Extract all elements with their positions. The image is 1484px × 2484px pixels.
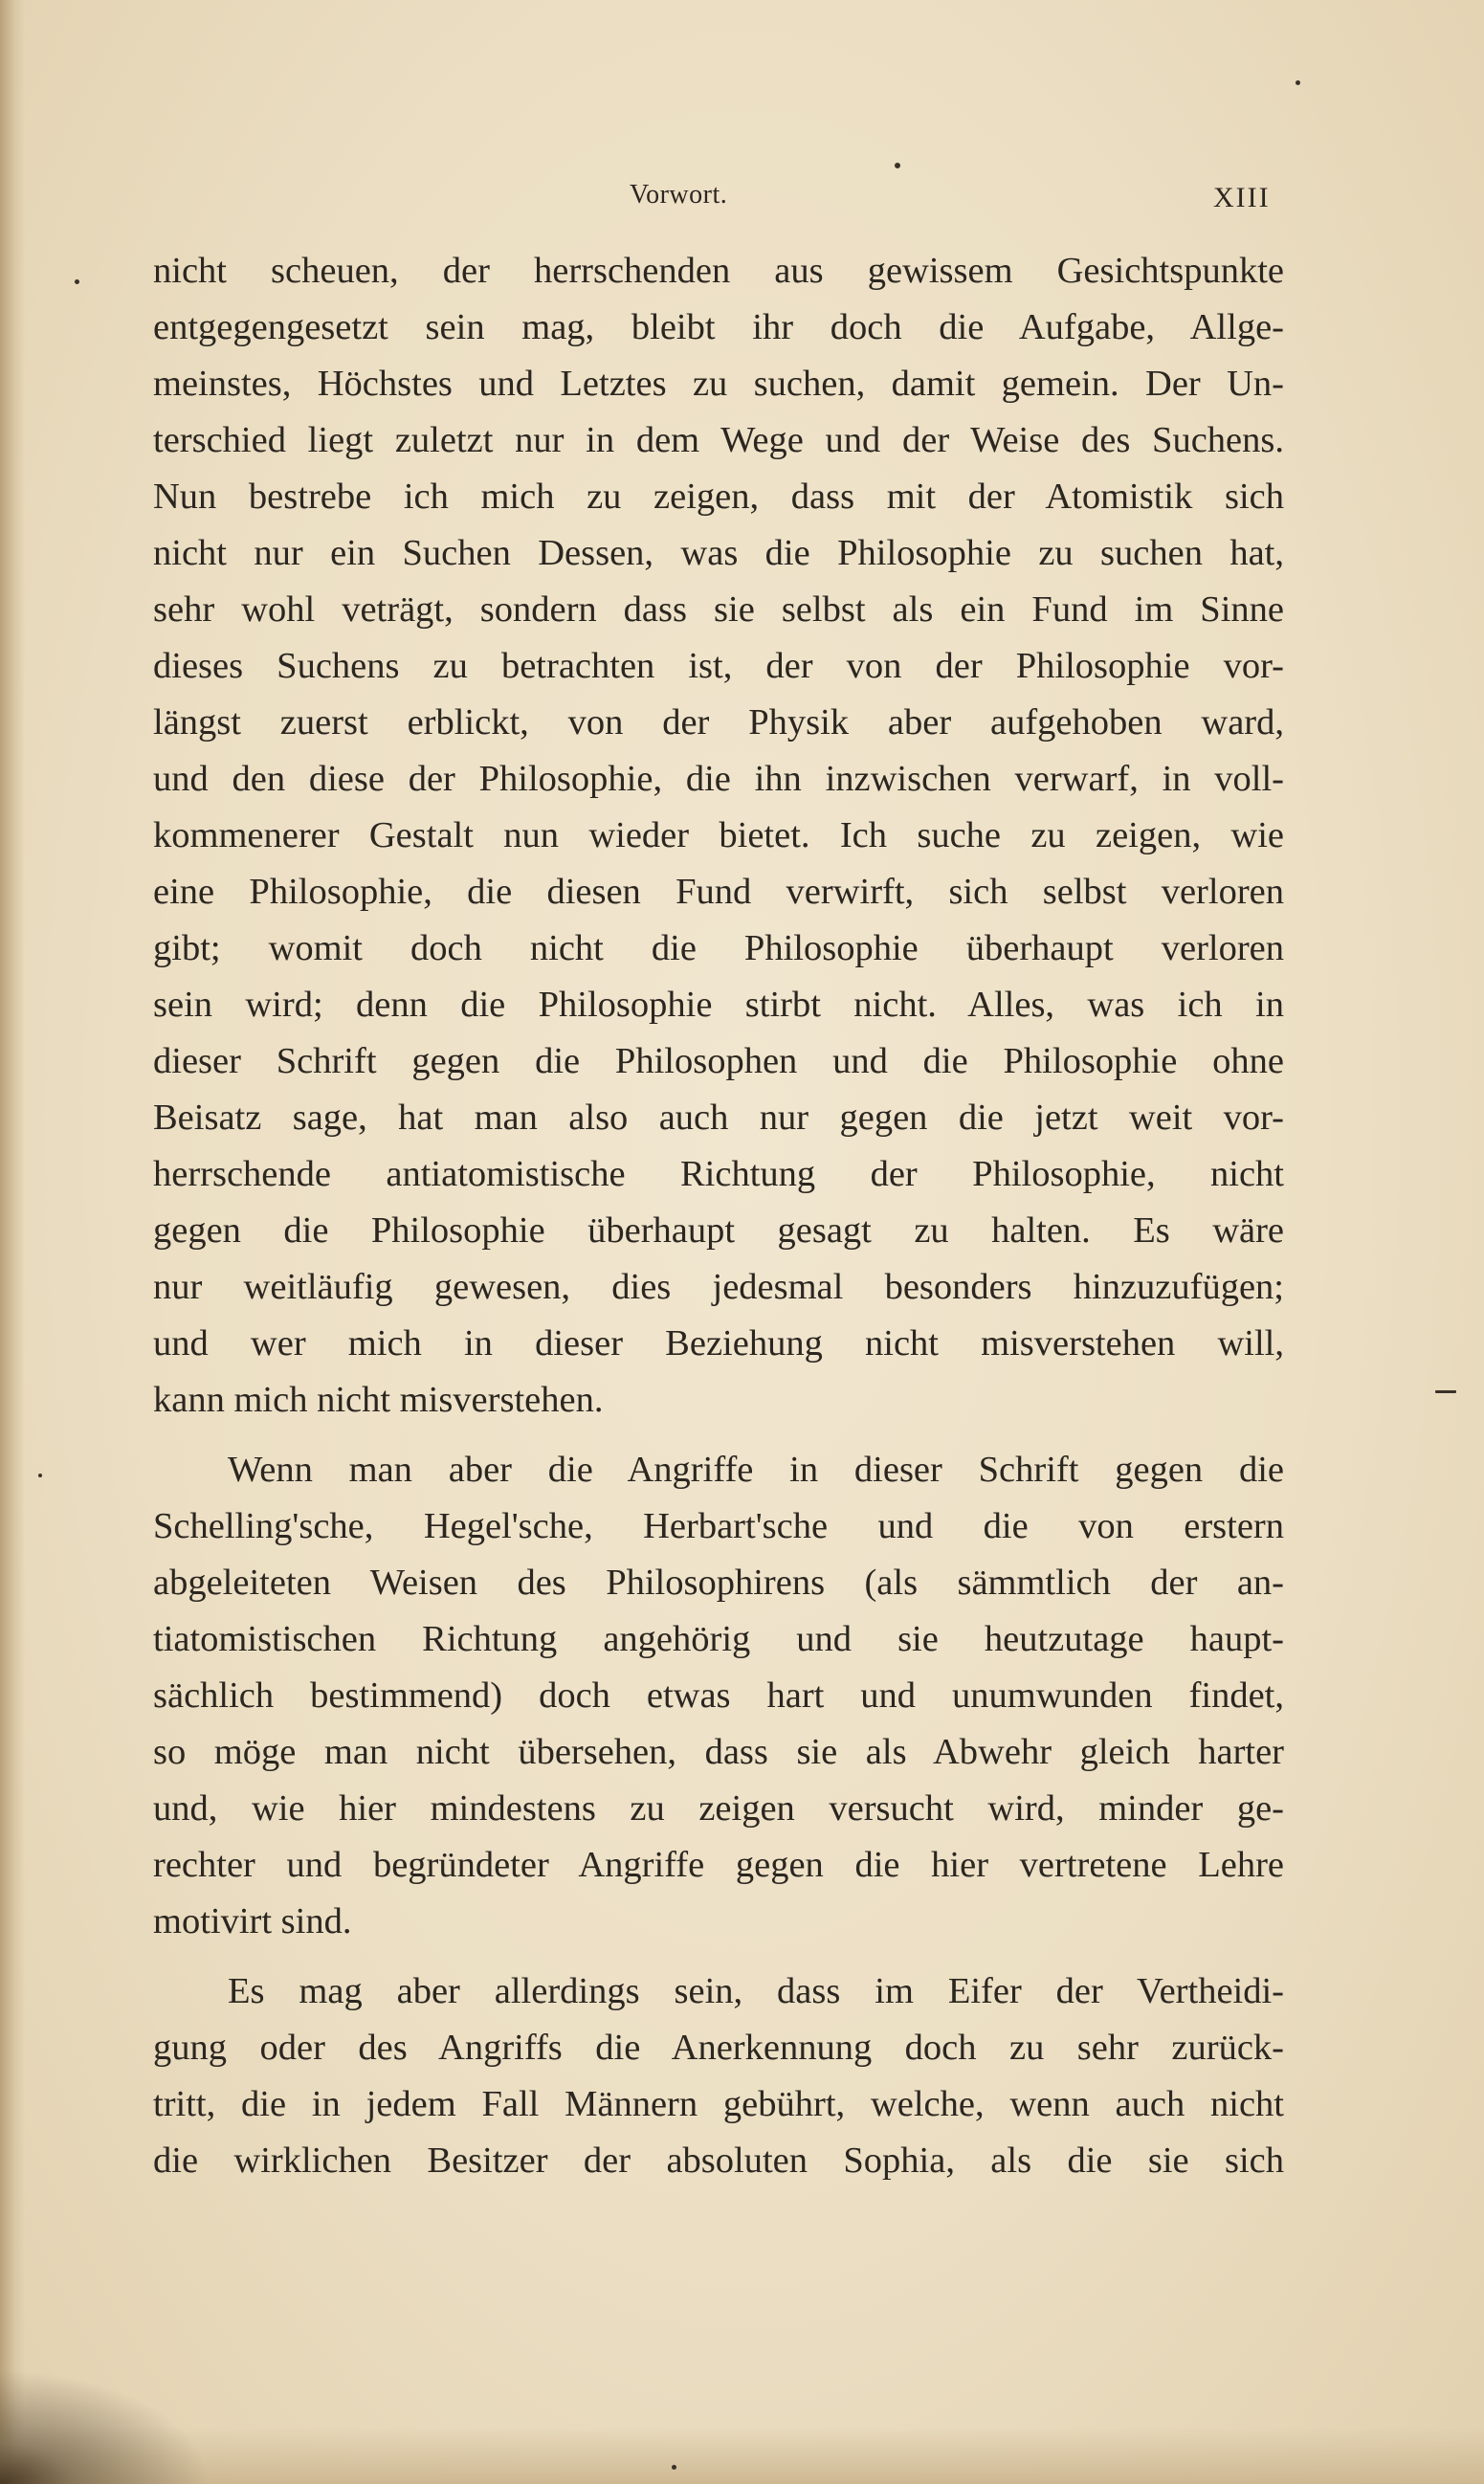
running-head — [0, 172, 1484, 220]
text-line: sächlich bestimmend) doch etwas hart und unumwunden findet, — [153, 1675, 1284, 1716]
text-line: nicht nur ein Suchen Dessen, was die Philosophie zu suchen hat, — [153, 533, 1284, 573]
text-line: rechter und begründeter Angriffe gegen die hier vertretene Lehre — [153, 1845, 1284, 1885]
text-line: die wirklichen Besitzer der absoluten Sophia, als die sie sich — [153, 2140, 1284, 2181]
text-line: Wenn man aber die Angriffe in dieser Schrift gegen die — [228, 1450, 1284, 1490]
scan-speck — [672, 2465, 676, 2470]
paragraph-gap — [153, 1950, 1284, 1963]
text-line: gibt; womit doch nicht die Philosophie überhaupt verloren — [153, 928, 1284, 968]
text-line: motivirt sind. — [153, 1901, 352, 1941]
text-line: tiatomistischen Richtung angehörig und sie heutzutage haupt- — [153, 1619, 1284, 1659]
text-line: und den diese der Philosophie, die ihn inzwischen verwarf, in voll- — [153, 759, 1284, 799]
paragraph — [153, 1963, 1284, 2189]
scan-speck — [895, 163, 900, 168]
body-text — [153, 243, 1284, 2189]
text-line: eine Philosophie, die diesen Fund verwirft, sich selbst verloren — [153, 872, 1284, 912]
scan-speck — [1435, 1390, 1456, 1393]
scan-speck — [75, 279, 79, 284]
text-line: entgegengesetzt sein mag, bleibt ihr doch die Aufgabe, Allge- — [153, 307, 1284, 347]
text-line: gung oder des Angriffs die Anerkennung doch zu sehr zurück- — [153, 2028, 1284, 2068]
text-line: tritt, die in jedem Fall Männern gebührt, welche, wenn auch nicht — [153, 2084, 1284, 2124]
text-line: Es mag aber allerdings sein, dass im Eifer der Vertheidi- — [228, 1971, 1284, 2011]
paragraph — [153, 243, 1284, 1429]
text-line: meinstes, Höchstes und Letztes zu suchen, damit gemein. Der Un- — [153, 364, 1284, 404]
text-line: kommenerer Gestalt nun wieder bietet. Ich suche zu zeigen, wie — [153, 815, 1284, 855]
text-line: dieses Suchens zu betrachten ist, der von der Philosophie vor- — [153, 646, 1284, 686]
text-line: längst zuerst erblickt, von der Physik aber aufgehoben ward, — [153, 702, 1284, 743]
text-line: terschied liegt zuletzt nur in dem Wege und der Weise des Suchens. — [153, 420, 1284, 460]
text-line: kann mich nicht misverstehen. — [153, 1380, 604, 1420]
text-line: Beisatz sage, hat man also auch nur gegen die jetzt weit vor- — [153, 1098, 1284, 1138]
text-line: Schelling'sche, Hegel'sche, Herbart'sche und die von erstern — [153, 1506, 1284, 1546]
running-title: Vorwort. — [630, 180, 728, 210]
scan-speck — [1296, 80, 1300, 85]
text-line: dieser Schrift gegen die Philosophen und die Philosophie ohne — [153, 1041, 1284, 1081]
text-line: nicht scheuen, der herrschenden aus gewissem Gesichtspunkte — [153, 251, 1284, 291]
page-binding-edge — [0, 0, 25, 2484]
text-line: und wer mich in dieser Beziehung nicht misverstehen will, — [153, 1323, 1284, 1364]
page-bottom-edge — [0, 2427, 1484, 2484]
paragraph — [153, 1442, 1284, 1950]
text-line: und, wie hier mindestens zu zeigen versucht wird, minder ge- — [153, 1788, 1284, 1829]
text-line: gegen die Philosophie überhaupt gesagt zu halten. Es wäre — [153, 1210, 1284, 1251]
text-line: sein wird; denn die Philosophie stirbt nicht. Alles, was ich in — [153, 985, 1284, 1025]
text-line: Nun bestrebe ich mich zu zeigen, dass mit der Atomistik sich — [153, 477, 1284, 517]
paragraph-gap — [153, 1429, 1284, 1442]
text-line: sehr wohl veträgt, sondern dass sie selbst als ein Fund im Sinne — [153, 589, 1284, 630]
page-number: XIII — [1213, 182, 1271, 213]
scan-speck — [38, 1474, 42, 1477]
text-line: so möge man nicht übersehen, dass sie als Abwehr gleich harter — [153, 1732, 1284, 1772]
text-line: abgeleiteten Weisen des Philosophirens (als sämmtlich der an- — [153, 1563, 1284, 1603]
text-line: nur weitläufig gewesen, dies jedesmal besonders hinzuzufügen; — [153, 1267, 1284, 1307]
text-line: herrschende antiatomistische Richtung der Philosophie, nicht — [153, 1154, 1284, 1194]
corner-shadow — [0, 2369, 210, 2484]
